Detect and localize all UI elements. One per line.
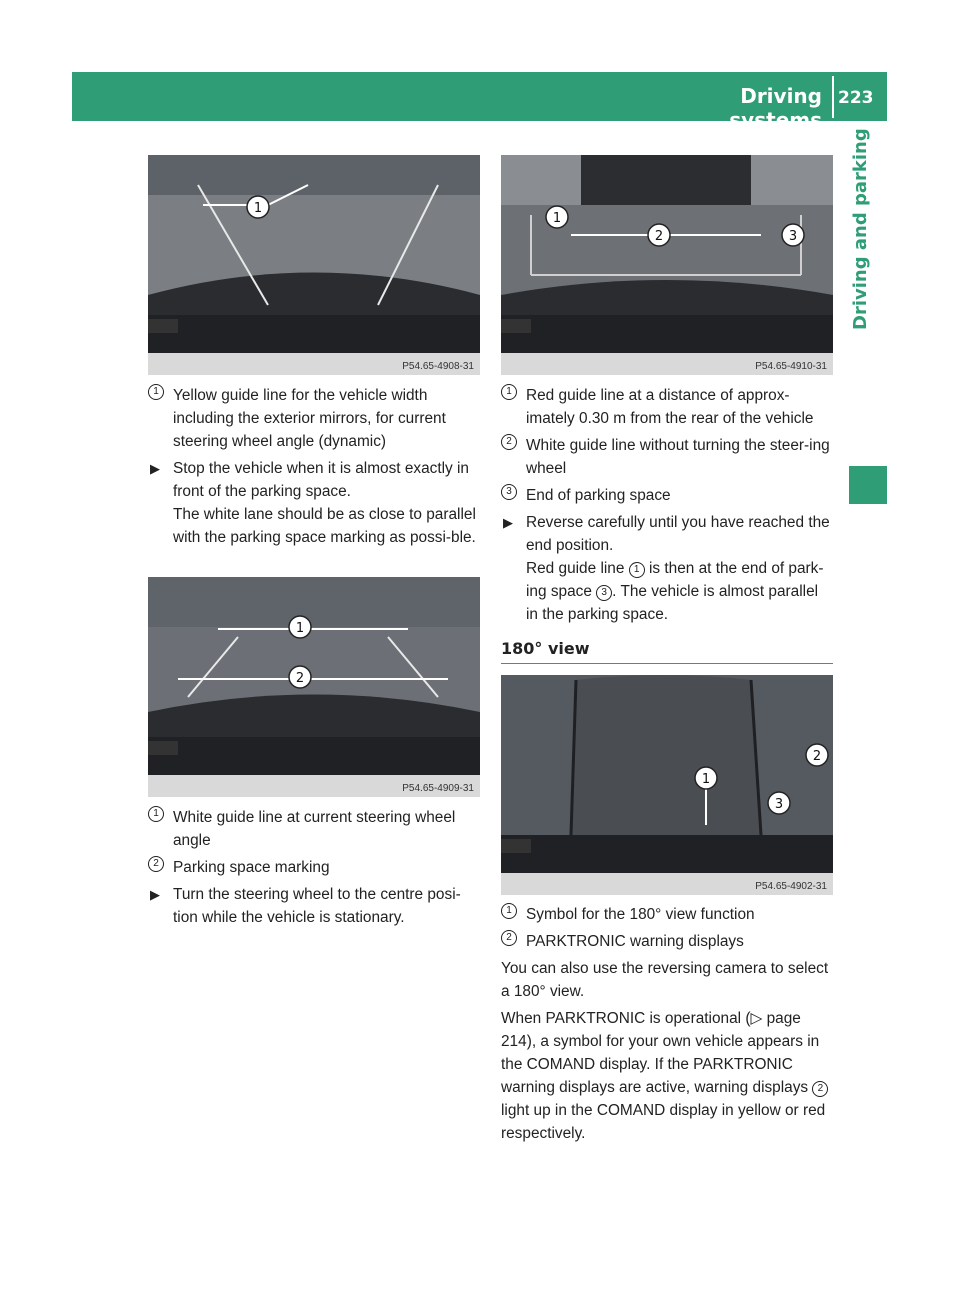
- step-text: Reverse carefully until you have reached the end position.: [526, 514, 830, 554]
- right-legend-2: [501, 903, 833, 1149]
- page-number: 223: [838, 88, 874, 108]
- svg-text:2: 2: [654, 229, 664, 244]
- photo-code: P54.65-4908-31: [402, 361, 474, 372]
- step-note-part: . The vehicle is almost parallel in the parking space.: [526, 583, 819, 623]
- callout-number: 1: [629, 562, 645, 578]
- step-arrow-icon: ▶: [150, 887, 160, 902]
- legend-text: PARKTRONIC warning displays: [526, 933, 744, 950]
- page-ref-arrow-icon: ▷: [750, 1010, 767, 1027]
- right-legend-1: [501, 384, 833, 630]
- section-title: Driving systems: [729, 84, 822, 132]
- step-arrow-icon: ▶: [150, 461, 160, 476]
- step-arrow-icon: ▶: [503, 515, 513, 530]
- legend-item: [148, 856, 480, 879]
- legend-item: [501, 484, 833, 507]
- step-text: Turn the steering wheel to the centre posi-tion while the vehicle is stationary.: [173, 886, 461, 926]
- callout-number: 2: [501, 434, 517, 450]
- step-note-part: Red guide line: [526, 560, 629, 577]
- camera-photo-4: [501, 675, 833, 895]
- callout-number: 1: [148, 384, 164, 400]
- legend-text: End of parking space: [526, 487, 671, 504]
- left-legend-2: [148, 806, 480, 933]
- left-legend-1: [148, 384, 480, 553]
- photo-code: P54.65-4909-31: [402, 783, 474, 794]
- svg-text:1: 1: [552, 211, 562, 226]
- step-text: Stop the vehicle when it is almost exactly in front of the parking space.: [173, 460, 469, 500]
- legend-text: White guide line at current steering wheel angle: [173, 809, 456, 849]
- page-reference-link[interactable]: page 214: [501, 1010, 801, 1050]
- camera-photo-1: [148, 155, 480, 375]
- body-text: ), a symbol for your own vehicle appears in the COMAND display. If the PARKTRONIC warning displays are active, warning displays: [501, 1033, 820, 1096]
- instruction-step: [148, 457, 480, 549]
- legend-text: Red guide line at a distance of approx-imately 0.30 m from the rear of the vehicle: [526, 387, 814, 427]
- legend-item: [501, 930, 833, 953]
- photo-code: P54.65-4910-31: [755, 361, 827, 372]
- camera-photo-3: [501, 155, 833, 375]
- legend-item: [148, 384, 480, 453]
- legend-item: [501, 434, 833, 480]
- instruction-step: [501, 511, 833, 626]
- body-paragraph: [501, 1007, 833, 1145]
- callout-number: 1: [501, 384, 517, 400]
- header-divider: [832, 76, 834, 118]
- svg-text:2: 2: [812, 749, 822, 764]
- callout-number: 2: [501, 930, 517, 946]
- section-heading: 180° view: [501, 639, 590, 658]
- callout-number: 2: [148, 856, 164, 872]
- svg-text:3: 3: [774, 797, 784, 812]
- body-text: When PARKTRONIC is operational (: [501, 1010, 751, 1027]
- photo-code: P54.65-4902-31: [755, 881, 827, 892]
- legend-text: Symbol for the 180° view function: [526, 906, 755, 923]
- legend-text: Parking space marking: [173, 859, 330, 876]
- callout-number: 1: [501, 903, 517, 919]
- callout-number: 2: [812, 1081, 828, 1097]
- step-note-part: is then at the end of park-ing space: [526, 560, 824, 600]
- svg-text:1: 1: [295, 621, 305, 636]
- svg-text:2: 2: [295, 671, 305, 686]
- section-rule: [501, 663, 833, 664]
- svg-text:1: 1: [701, 772, 711, 787]
- callout-number: 1: [148, 806, 164, 822]
- svg-text:3: 3: [788, 229, 798, 244]
- svg-text:1: 1: [253, 201, 263, 216]
- legend-item: [148, 806, 480, 852]
- body-text: light up in the COMAND display in yellow or red respectively.: [501, 1102, 826, 1142]
- legend-item: [501, 903, 833, 926]
- camera-photo-2: [148, 577, 480, 797]
- instruction-step: [148, 883, 480, 929]
- side-tab-label: Driving and parking: [850, 128, 871, 330]
- legend-item: [501, 384, 833, 430]
- side-tab-marker: [849, 466, 887, 504]
- legend-text: White guide line without turning the steer-ing wheel: [526, 437, 830, 477]
- callout-number: 3: [501, 484, 517, 500]
- callout-number: 3: [596, 585, 612, 601]
- step-note: The white lane should be as close to parallel with the parking space marking as possi-ble.: [173, 506, 476, 546]
- body-paragraph: You can also use the reversing camera to select a 180° view.: [501, 960, 829, 1000]
- legend-text: Yellow guide line for the vehicle width including the exterior mirrors, for current steering wheel angle (dynamic): [173, 387, 446, 450]
